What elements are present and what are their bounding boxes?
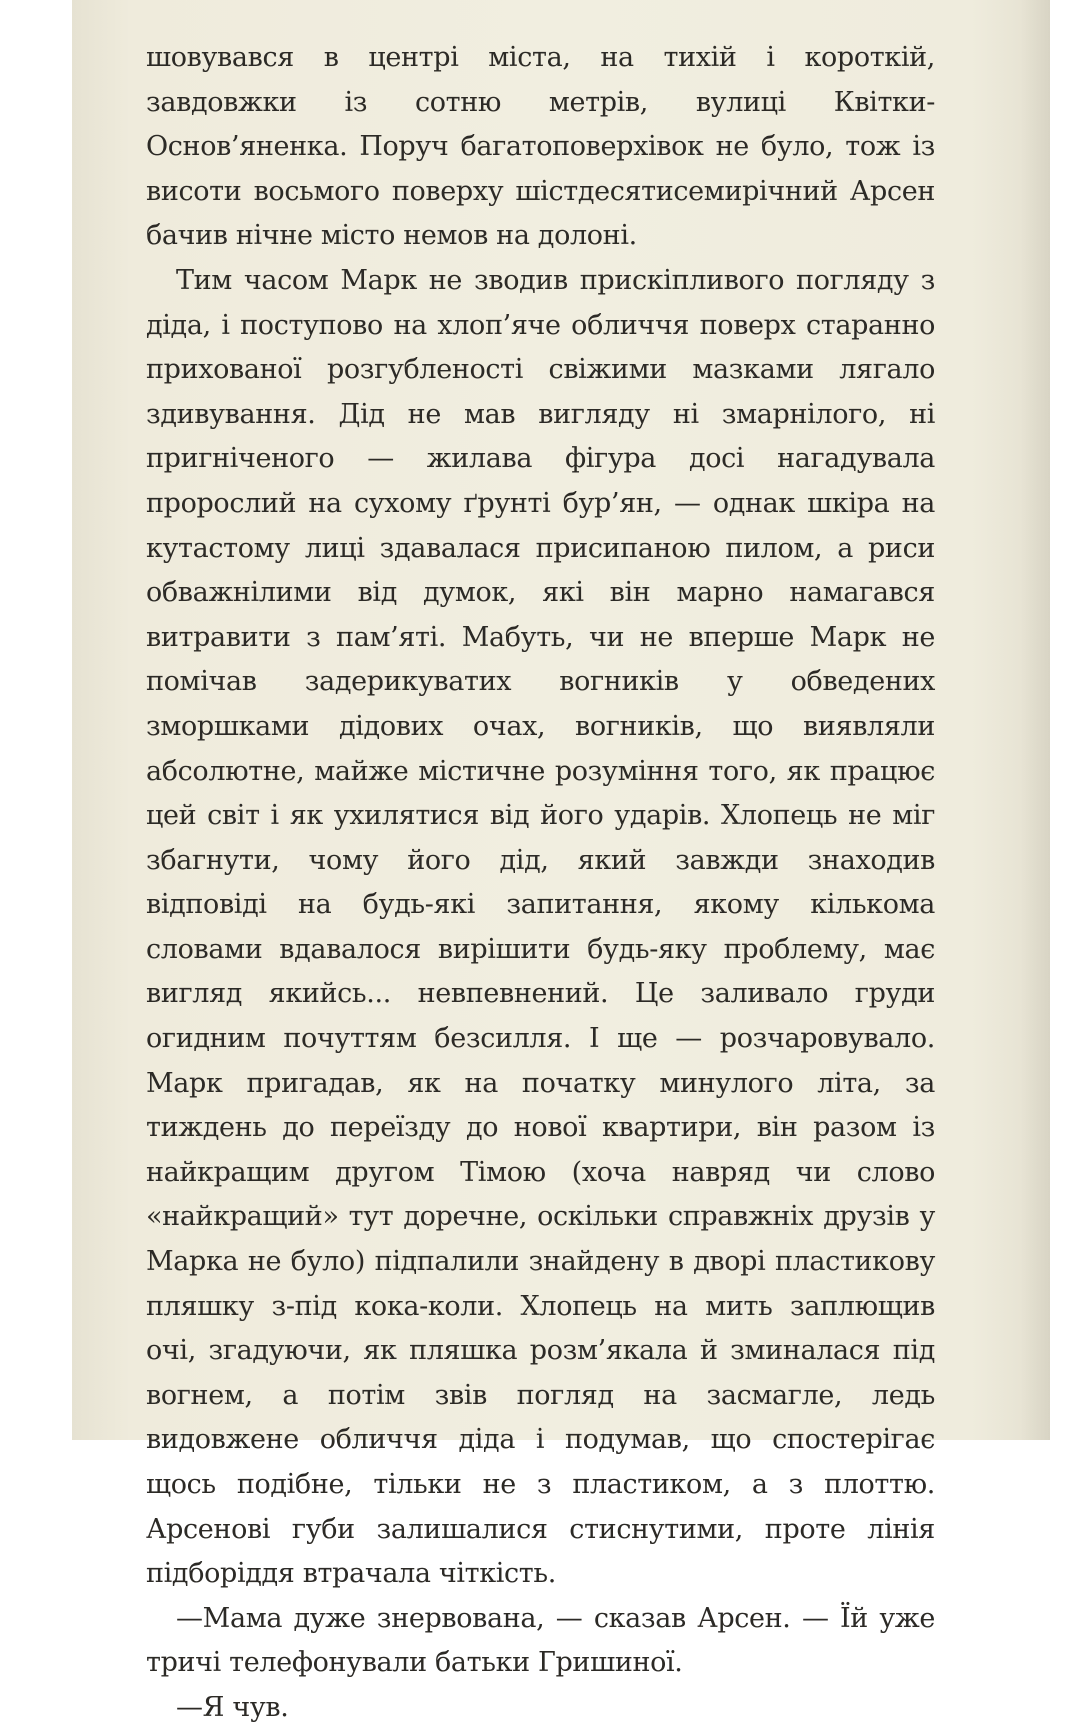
paragraph-4-dialogue: —Я чув. [176,1691,289,1723]
paragraph-1: шовувався в центрі міста, на тихій і короткій, завдовжки із сотню метрів, вулиці Квітки-Основ’яненка. Поруч багатоповерхівок не було, тож із висоти восьмого поверху шістдесятисемирічний Арсен бачив нічне місто немов на долоні. [146,42,935,252]
page-edge-shadow [1020,0,1050,1440]
paragraph-2: Тим часом Марк не зводив прискіпливого погляду з діда, і поступово на хлоп’яче обличчя поверх старанно прихованої розгубленості свіжими мазками лягало здивування. Дід не мав вигляду ні змарнілого, ні пригніченого — жилава фігура досі нагадувала пророслий на сухому ґрунті бур’ян, — однак шкіра на кутастому лиці здавалася присипаною пилом, а риси обважнілими від думок, які він марно намагався витравити з пам’яті. Мабуть, чи не вперше Марк не помічав задерикуватих вогників у обведених зморшками дідових очах, вогників, що виявляли абсолютне, майже містичне розуміння того, як працює цей світ і як ухилятися від його ударів. Хлопець не міг збагнути, чому його дід, який завжди знаходив відповіді на будь-які запитання, якому кількома словами вдавалося вирішити будь-яку проблему, має вигляд якийсь... невпевнений. Це заливало груди огидним почуттям безсилля. І ще — розчаровувало. Марк пригадав, як на початку минулого літа, за тиждень до переїзду до нової квартири, він разом із найкращим другом Тімою (хоча навряд чи слово «найкращий» тут доречне, оскільки справжніх друзів у Марка не було) підпалили знайдену в дворі пластикову пляшку з-під кока-коли. Хлопець на мить заплющив очі, згадуючи, як пляшка розм’якала й зминалася під вогнем, а потім звів погляд на засмагле, ледь видовжене обличчя діда і подумав, що спостерігає щось подібне, тільки не з пластиком, а з плоттю. Арсенові губи залишалися стиснутими, проте лінія підборіддя втрачала чіткість. [146,264,935,1590]
paragraph-3-dialogue: —Мама дуже знервована, — сказав Арсен. — Їй уже тричі телефонували батьки Гришиної. [146,1602,935,1679]
body-text [146,36,935,1731]
